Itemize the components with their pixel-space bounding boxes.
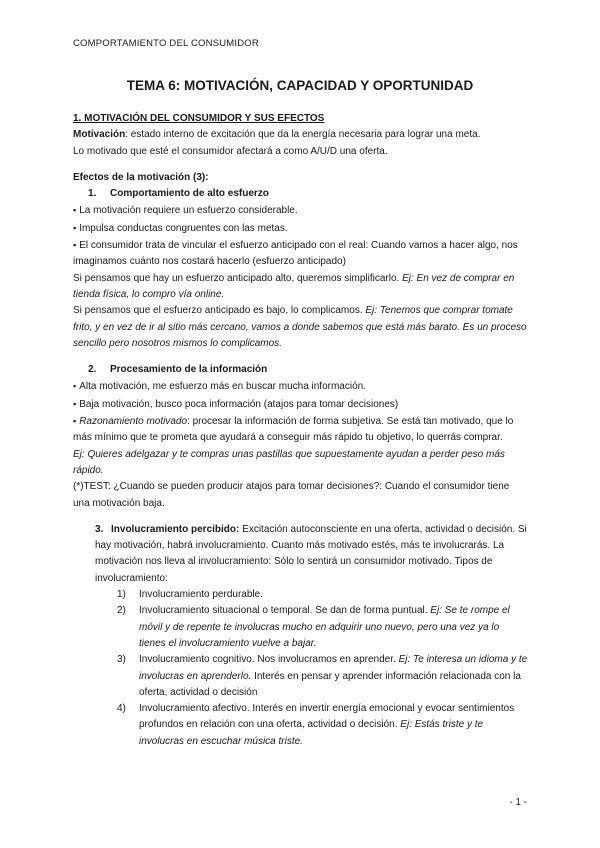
example-text: Ej: Quieres adelgazar y te compras unas pastillas que supuestamente ayudan a perder peso más rápido. xyxy=(73,448,505,476)
effect-title: Involucramiento percibido xyxy=(111,523,237,535)
page-title: TEMA 6: MOTIVACIÓN, CAPACIDAD Y OPORTUNIDAD xyxy=(126,78,474,93)
list-item-text xyxy=(139,603,528,652)
list-item: ▪ Alta motivación, me esfuerzo más en buscar mucha información. xyxy=(73,378,528,395)
list-item-text xyxy=(139,701,528,750)
running-header: COMPORTAMIENTO DEL CONSUMIDOR xyxy=(73,38,259,49)
effect-title: Procesamiento de la información xyxy=(110,364,268,376)
effects-heading: Efectos de la motivación (3): xyxy=(73,171,209,183)
example-text: Ej: Te interesa un idioma y te involucras en aprenderlo. xyxy=(139,654,528,682)
effect-block-3 xyxy=(95,522,528,750)
list-item-text xyxy=(139,652,528,701)
example-text: Ej: Estás triste y te involucras en escuchar música triste. xyxy=(139,719,484,747)
section-heading: 1. MOTIVACIÓN DEL CONSUMIDOR Y SUS EFECTOS xyxy=(73,113,325,124)
list-item: ▪ Impulsa conductas congruentes con las metas. xyxy=(73,220,528,237)
paragraph xyxy=(73,271,528,304)
list-item xyxy=(117,652,528,701)
definition-paragraph xyxy=(73,127,528,143)
paragraph-text: Si pensamos que el esfuerzo anticipado es bajo, lo complicamos. xyxy=(73,305,366,317)
item-text: Involucramiento situacional o temporal. Se dan de forma puntual. xyxy=(139,605,431,617)
list-number: 1. xyxy=(88,188,97,200)
list-item: ▪ El consumidor trata de vincular el esfuerzo anticipado con el real: Cuando vamos a hacer algo, nos imaginamos cuánto nos costará hacerlo (esfuerzo anticipado) xyxy=(73,237,528,271)
paragraph-text: Si pensamos que hay un esfuerzo anticipado alto, queremos simplificarlo. xyxy=(73,272,403,284)
bullet-list xyxy=(73,202,528,270)
list-item-text xyxy=(139,587,528,603)
list-number: 4) xyxy=(117,703,126,715)
list-item xyxy=(117,701,528,750)
paragraph-text: Excitación autoconsciente en una oferta, actividad o decisión. Si hay motivación, habrá involucramiento. Cuanto más motivado estés, más te involucrarás. La motivación nos lleva al involucramiento: Sólo lo sentirá un consumidor motivado. Tipos de involucramiento: xyxy=(95,523,527,584)
example-text: Ej: Tenemos que comprar tomate frito, y en vez de ir al sitio más cercano, vamos a donde sabemos que está más barato. Es un proceso sencillo pero nosotros mismos lo complicamos. xyxy=(73,305,527,349)
list-number: 3) xyxy=(117,654,126,666)
paragraph xyxy=(73,303,528,352)
list-item: ▪ Baja motivación, busco poca información (atajos para tomar decisiones) xyxy=(73,396,528,413)
effect-heading-2 xyxy=(73,362,528,378)
list-item xyxy=(73,413,528,447)
effect-title: Comportamiento de alto esfuerzo xyxy=(110,188,269,200)
definition-text: : estado interno de excitación que da la energía necesaria para lograr una meta. xyxy=(125,129,481,141)
involvement-types-list xyxy=(117,587,528,750)
list-item: ▪ La motivación requiere un esfuerzo considerable. xyxy=(73,202,528,219)
test-note: (*)TEST: ¿Cuando se pueden producir atajos para tomar decisiones?: Cuando el consumidor tiene una motivación baja. xyxy=(73,481,510,509)
item-text: Involucramiento cognitivo. Nos involucramos en aprender. xyxy=(139,654,399,666)
list-number: 2. xyxy=(88,364,97,376)
page-number: - 1 - xyxy=(509,797,527,808)
list-number: 2) xyxy=(117,605,126,617)
list-item xyxy=(117,587,528,603)
list-item-text: : procesar la información de forma subjetiva. Se está tan motivado, que lo más mínimo que te prometa que ayudará a conseguir más rápido tu objetivo, lo querrás comprar. xyxy=(73,416,514,444)
list-number: 3. xyxy=(95,523,104,535)
item-text: Involucramiento afectivo. Interés en invertir energía emocional y evocar sentimientos profundos en relación con una oferta, actividad o decisión. xyxy=(139,703,515,731)
document-body xyxy=(73,111,528,750)
title-colon: : xyxy=(236,523,240,535)
bullet-list xyxy=(73,378,528,446)
paragraph: Lo motivado que esté el consumidor afectará a como A/U/D una oferta. xyxy=(73,145,388,157)
list-item xyxy=(117,603,528,652)
list-number: 1) xyxy=(117,589,126,601)
term-text: Razonamiento motivado xyxy=(79,416,188,428)
item-text-after: Interés en pensar y aprender información relacionada con la oferta, actividad o decisión xyxy=(139,670,521,698)
example-text: Ej: En vez de comprar en tienda física, lo compro vía online. xyxy=(73,272,515,300)
definition-term: Motivación xyxy=(73,129,126,141)
effect-paragraph-3 xyxy=(95,522,528,587)
item-text: Involucramiento perdurable. xyxy=(139,589,263,601)
example-text: Ej: Se te rompe el móvil y de repente te involucras mucho en adquirir uno nuevo, pero una vez ya lo tienes el involucramiento vuelve a bajar. xyxy=(139,605,510,649)
effect-heading-1 xyxy=(73,186,528,202)
